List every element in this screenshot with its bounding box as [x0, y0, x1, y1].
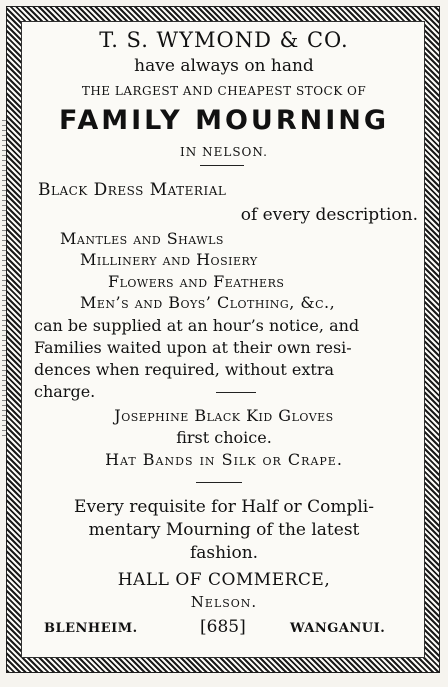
- divider: [216, 392, 256, 393]
- firm-name: T. S. WYMOND & CO.: [99, 28, 349, 52]
- item-mantles: Mantles and Shawls: [60, 229, 224, 248]
- body-line-1: can be supplied at an hour’s notice, and: [34, 316, 360, 335]
- requisite-line-2: mentary Mourning of the latest: [88, 520, 360, 540]
- gloves-line: Josephine Black Kid Gloves: [114, 406, 334, 425]
- body-line-4: charge.: [34, 382, 96, 401]
- body-line-2: Families waited upon at their own resi-: [34, 338, 352, 357]
- hat-bands-line: Hat Bands in Silk or Crape.: [105, 450, 343, 469]
- item-black-dress: Black Dress Material: [38, 180, 227, 200]
- largest-stock-text: THE LARGEST AND CHEAPEST STOCK OF: [81, 84, 367, 98]
- location-text: IN NELSON.: [180, 145, 268, 159]
- page-title: FAMILY MOURNING: [58, 105, 390, 136]
- item-mens-clothing: Men’s and Boys’ Clothing, &c.,: [80, 293, 336, 312]
- hall-of-commerce: HALL OF COMMERCE,: [117, 570, 331, 590]
- requisite-line-3: fashion.: [189, 543, 259, 563]
- first-choice-line: first choice.: [176, 428, 272, 447]
- nelson-text: Nelson.: [190, 593, 258, 611]
- blenheim-text: BLENHEIM.: [44, 621, 138, 636]
- wanganui-text: WANGANUI.: [290, 621, 386, 636]
- item-flowers: Flowers and Feathers: [108, 272, 285, 291]
- divider: [200, 165, 244, 166]
- item-every-description: of every description.: [240, 205, 418, 225]
- have-always-text: have always on hand: [134, 56, 314, 76]
- divider: [196, 482, 242, 483]
- reference-number: [685]: [200, 617, 246, 637]
- requisite-line-1: Every requisite for Half or Compli-: [74, 497, 374, 517]
- body-line-3: dences when required, without extra: [34, 360, 335, 379]
- item-millinery: Millinery and Hosiery: [80, 250, 258, 269]
